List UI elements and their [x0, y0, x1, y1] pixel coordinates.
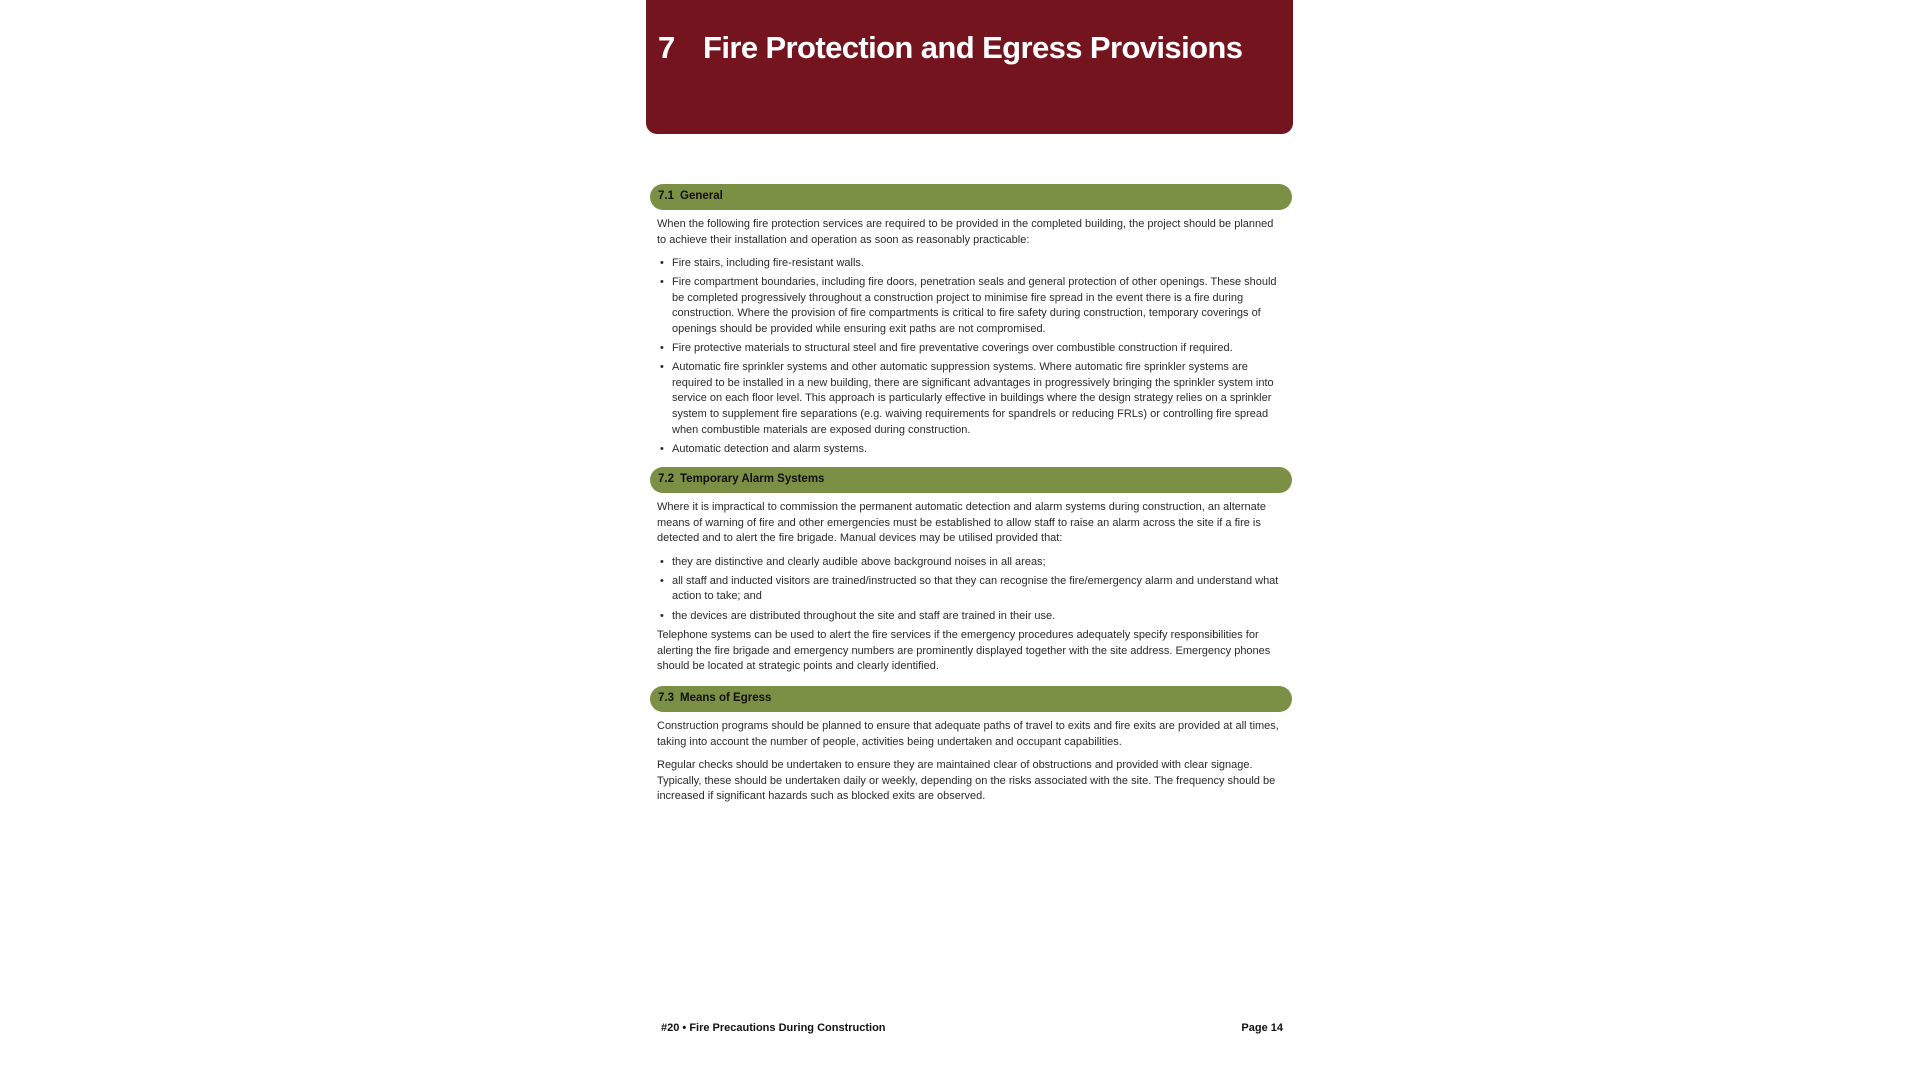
footer-page-number: Page 14: [1241, 1022, 1283, 1034]
section-heading-label: [658, 692, 771, 704]
list-item-text: Automatic fire sprinkler systems and other automatic suppression systems. Where automatic fire sprinkler systems are required to be installed in a new building, there are significant advantages in progressively bringing the sprinkler system into service on each floor level. This approach is particularly effective in buildings where the design strategy relies on a sprinkler system to supplement fire separations (e.g. waiving requirements for spandrels or reducing FRLs) or controlling fire spread when combustible materials are exposed during construction.: [672, 361, 1274, 436]
list-item-text: Fire compartment boundaries, including fire doors, penetration seals and general protection of other openings. These should be completed progressively throughout a construction project to minimise fire spread in the event there is a fire during construction. Where the provision of fire compartments is critical to fire safety during construction, temporary coverings of openings should be provided while ensuring exit paths are not compromised.: [672, 276, 1277, 336]
list-item-text: Fire stairs, including fire-resistant walls.: [672, 257, 864, 270]
list-item: [657, 341, 1282, 357]
list-item: [657, 360, 1282, 438]
body-paragraph: Regular checks should be undertaken to ensure they are maintained clear of obstructions and provided with clear signage. Typically, these should be undertaken daily or weekly, depending on the risks associated with the site. The frequency should be increased if significant hazards such as blocked exits are observed.: [657, 759, 1276, 803]
section-body-means-of-egress: [657, 719, 1282, 813]
list-item: [657, 574, 1282, 605]
list-item: [657, 609, 1282, 625]
bullet-glyph: •: [660, 442, 664, 455]
bullet-glyph: •: [660, 555, 664, 568]
bullet-glyph: •: [660, 574, 664, 587]
list-item-text: the devices are distributed throughout the site and staff are trained in their use.: [672, 609, 1056, 622]
list-item-text: they are distinctive and clearly audible above background noises in all areas;: [672, 555, 1046, 568]
section-heading-bar-temporary-alarm-systems: [650, 467, 1292, 493]
chapter-number: 7: [658, 30, 675, 65]
section-title: General: [680, 190, 723, 202]
section-heading-label: [658, 473, 824, 485]
section-title: Temporary Alarm Systems: [680, 473, 825, 485]
section-heading-label: [658, 190, 723, 202]
section-closing-paragraph: Telephone systems can be used to alert the fire services if the emergency procedures adequately specify responsibilities for alerting the fire brigade and emergency numbers are prominently displayed together with the site address. Emergency phones should be located at strategic points and clearly identified.: [657, 629, 1271, 673]
footer-document-title: #20 • Fire Precautions During Construction: [661, 1022, 886, 1034]
bullet-glyph: •: [660, 609, 664, 622]
section-body-general: [657, 217, 1282, 461]
chapter-title: [658, 30, 1242, 66]
section-heading-bar-general: [650, 184, 1292, 210]
bullet-list: [657, 555, 1282, 624]
body-paragraph: Construction programs should be planned to ensure that adequate paths of travel to exits and fire exits are provided at all times, taking into account the number of people, activities being undertaken and occupant capabilities.: [657, 720, 1279, 748]
list-item: [657, 555, 1282, 571]
bullet-glyph: •: [660, 276, 664, 289]
chapter-title-text: Fire Protection and Egress Provisions: [703, 30, 1243, 65]
document-page: [640, 0, 1300, 1080]
section-intro-paragraph: Where it is impractical to commission the permanent automatic detection and alarm systems during construction, an alternate means of warning of fire and other emergencies must be established to allow staff to raise an alarm across the site if a fire is detected and to alert the fire brigade. Manual devices may be utilised provided that:: [657, 501, 1266, 545]
list-item-text: Automatic detection and alarm systems.: [672, 442, 868, 455]
section-title: Means of Egress: [680, 692, 772, 704]
section-number: 7.2: [658, 473, 674, 485]
list-item-text: Fire protective materials to structural steel and fire preventative coverings over combustible construction if required.: [672, 342, 1233, 355]
section-number: 7.1: [658, 190, 674, 202]
section-intro-paragraph: When the following fire protection services are required to be provided in the completed building, the project should be planned to achieve their installation and operation as soon as reasonably practicable:: [657, 218, 1274, 246]
list-item: [657, 442, 1282, 458]
list-item-text: all staff and inducted visitors are trained/instructed so that they can recognise the fire/emergency alarm and understand what action to take; and: [672, 574, 1279, 603]
bullet-glyph: •: [660, 257, 664, 270]
bullet-glyph: •: [660, 361, 664, 374]
chapter-banner: [646, 0, 1293, 134]
section-body-temporary-alarm-systems: [657, 500, 1282, 683]
list-item: [657, 275, 1282, 337]
list-item: [657, 256, 1282, 272]
bullet-glyph: •: [660, 342, 664, 355]
bullet-list: [657, 256, 1282, 457]
section-heading-bar-means-of-egress: [650, 686, 1292, 712]
section-number: 7.3: [658, 692, 674, 704]
